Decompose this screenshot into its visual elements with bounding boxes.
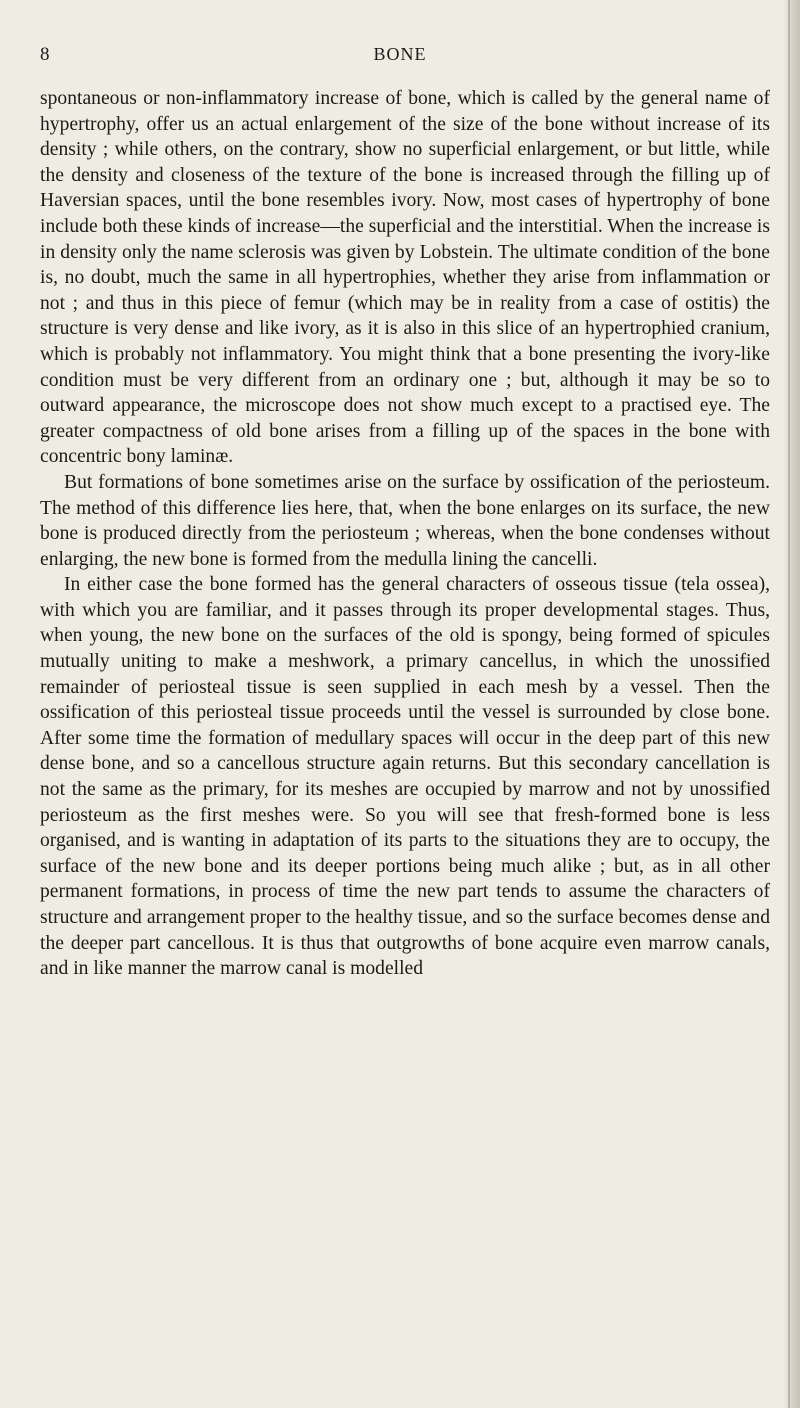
paragraph: But formations of bone sometimes arise on the surface by ossification of the periosteum. The method of this difference lies here, that, when the bone enlarges on its surface, the new bone is produced directly from the periosteum ; whereas, when the bone condenses without enlarging, the new bone is formed from the medulla lining the cancelli. — [40, 471, 770, 570]
page-edge-shadow — [784, 0, 800, 1408]
paragraph: spontaneous or non-inflammatory increase of bone, which is called by the general name of hypertrophy, offer us an actual enlargement of the size of the bone without increase of its density ; while others, on the contrary, show no superficial enlargement, or but little, while the density and closeness of the texture of the bone is increased through the filling up of Haversian spaces, until the bone resembles ivory. Now, most cases of hypertrophy of bone include both these kinds of increase—the superficial and the interstitial. When the increase is in density only the name sclerosis was given by Lobstein. The ultimate condition of the bone is, no doubt, much the same in all hypertrophies, whether they arise from inflammation or not ; and thus in this piece of femur (which may be in reality from a case of ostitis) the structure is very dense and like ivory, as it is also in this slice of an hypertrophied cranium, which is probably not inflammatory. You might think that a bone presenting the ivory-like condition must be very different from an ordinary one ; but, although it may be so to outward appearance, the microscope does not show much except to a practised eye. The greater compactness of old bone arises from a filling up of the spaces in the bone with concentric bony laminæ. — [40, 88, 770, 468]
running-title: BONE — [373, 44, 427, 64]
page-header — [40, 44, 760, 68]
page-number: 8 — [40, 44, 50, 65]
paragraph: In either case the bone formed has the general characters of osseous tissue (tela ossea), with which you are familiar, and it passes through its proper developmental stages. Thus, when young, the new bone on the surfaces of the old is spongy, being formed of spicules mutually uniting to make a meshwork, a primary cancellus, in which the unossified remainder of periosteal tissue is seen supplied in each mesh by a vessel. Then the ossification of this periosteal tissue proceeds until the vessel is surrounded by close bone. After some time the formation of medullary spaces will occur in the deep part of this new dense bone, and so a cancellous structure again returns. But this secondary cancellation is not the same as the primary, for its meshes are occupied by marrow and not by unossified periosteum as the first meshes were. So you will see that fresh-formed bone is less organised, and is wanting in adaptation of its parts to the situations they are to occupy, the surface of the new bone and its deeper portions being much alike ; but, as in all other permanent formations, in process of time the new part tends to assume the characters of structure and arrangement proper to the healthy tissue, and so the surface becomes dense and the deeper part cancellous. It is thus that outgrowths of bone acquire even marrow canals, and in like manner the marrow canal is modelled — [40, 574, 770, 980]
body-text — [40, 86, 770, 982]
